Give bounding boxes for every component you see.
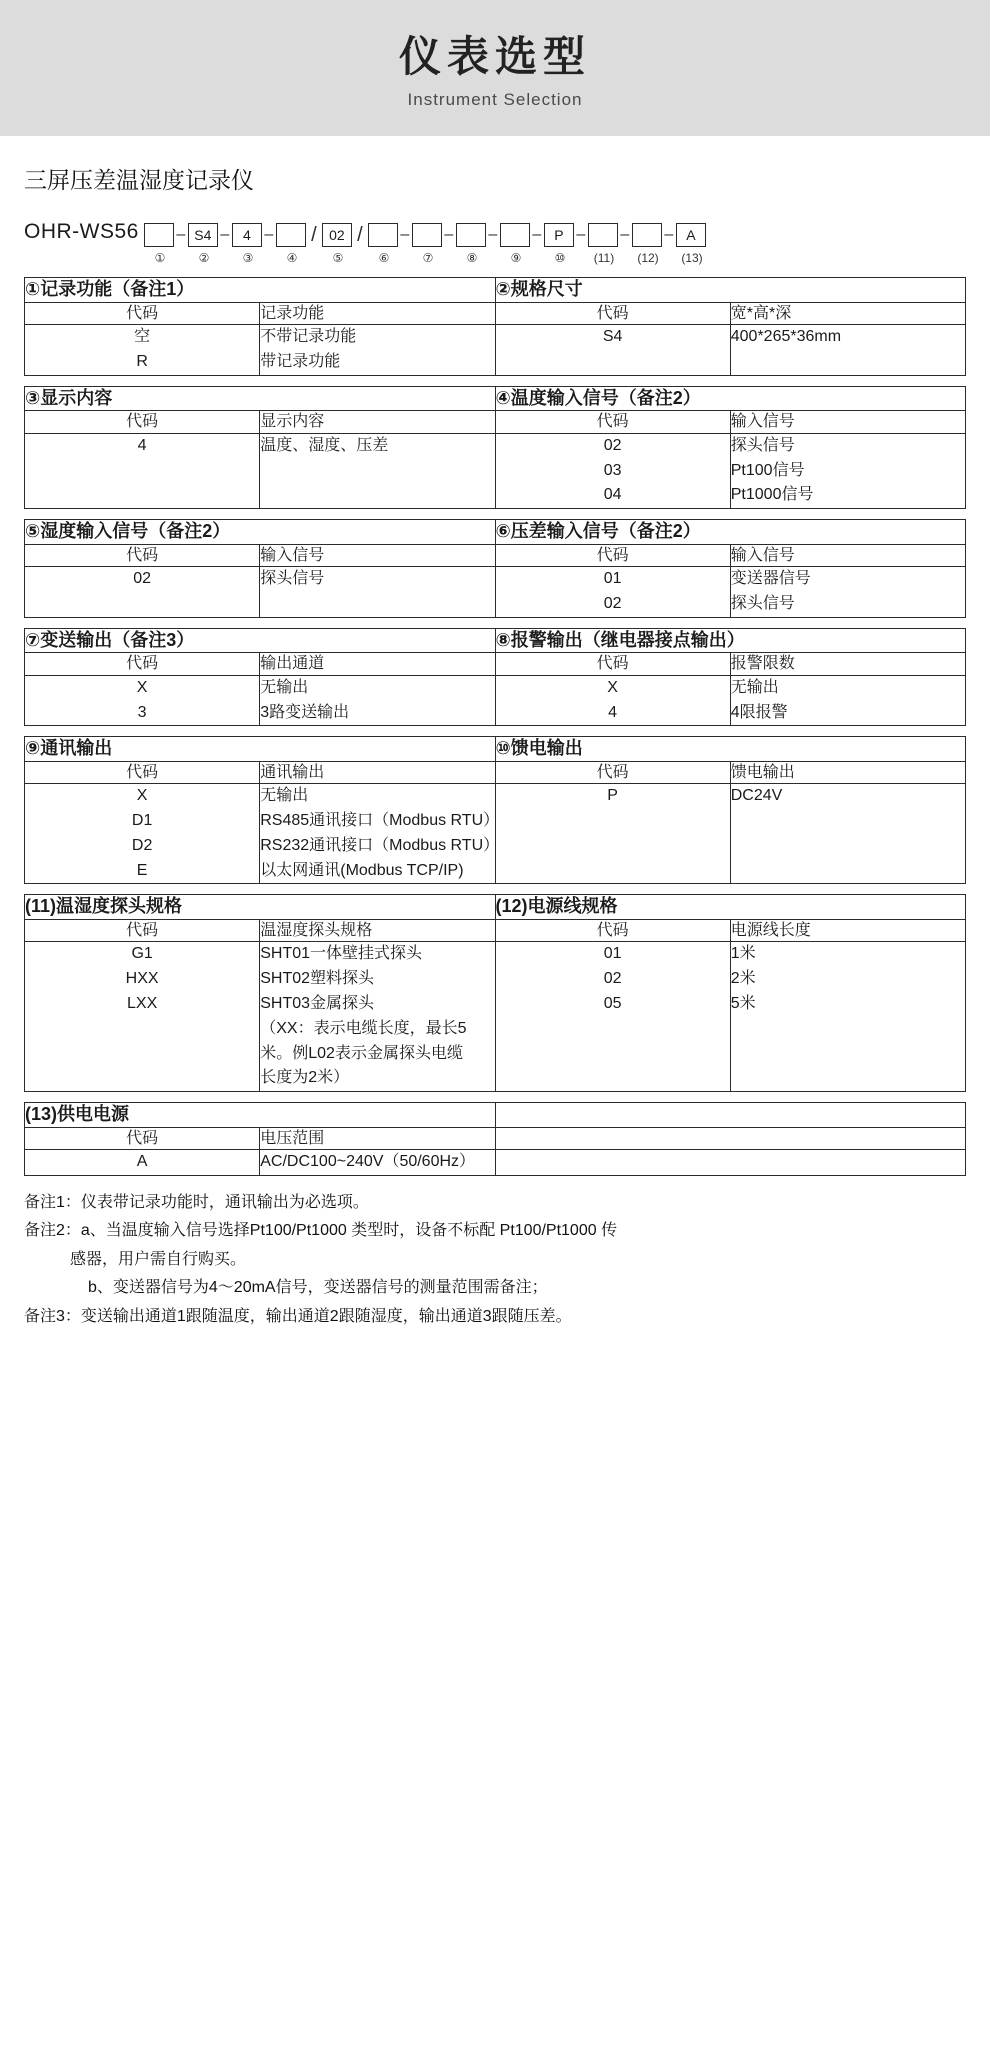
spec-block-6 (24, 894, 966, 1092)
descs-5 (260, 567, 495, 618)
code-cell: 4 (608, 703, 618, 721)
table-row (25, 675, 966, 726)
section-title-12: (12)电源线规格 (495, 895, 966, 919)
codes-3 (25, 433, 260, 508)
index-1: ① (154, 251, 166, 266)
code-slot-11[interactable] (588, 223, 618, 247)
code-cell: X (607, 678, 618, 696)
column-header-row (25, 919, 966, 942)
index-7: ⑦ (422, 251, 434, 266)
code-slot-13[interactable]: A (676, 223, 706, 247)
desc-cell: Pt1000信号 (730, 486, 814, 504)
col-code-13: 代码 (25, 1127, 260, 1150)
table-row (25, 433, 966, 508)
code-slot-2[interactable]: S4 (188, 223, 218, 247)
code-slot-1[interactable] (144, 223, 174, 247)
desc-cell: 无输出 (260, 678, 309, 696)
code-cell: D1 (131, 812, 153, 830)
col-desc-3: 显示内容 (260, 411, 495, 434)
descs-11 (260, 942, 495, 1092)
content (0, 162, 990, 1330)
table-row (25, 567, 966, 618)
spec-block-4 (24, 628, 966, 727)
dash-10: – (664, 226, 674, 244)
col-desc-5: 输入信号 (260, 544, 495, 567)
col-code-11: 代码 (25, 919, 260, 942)
desc-cell: Pt100信号 (730, 461, 805, 479)
column-header-row (25, 653, 966, 676)
code-cell: 01 (603, 945, 622, 963)
code-cell: 02 (603, 970, 622, 988)
code-cell: D2 (131, 836, 153, 854)
note-2b: b、变送器信号为4～20mA信号，变送器信号的测量范围需备注； (88, 1279, 548, 1297)
code-slot-4[interactable] (276, 223, 306, 247)
codes-1 (25, 325, 260, 376)
section-header-row (25, 737, 966, 761)
desc-cell: 米。例L02表示金属探头电缆 (260, 1044, 463, 1062)
section-header-row (25, 628, 966, 652)
col-code-12: 代码 (495, 919, 730, 942)
desc-cell: 2米 (730, 970, 756, 988)
code-cell: R (136, 352, 148, 370)
col-code-1: 代码 (25, 302, 260, 325)
descs-12 (730, 942, 965, 1092)
section-title-9: ⑨通讯输出 (25, 737, 496, 761)
section-title-1: ①记录功能（备注1） (25, 278, 496, 302)
desc-cell: 探头信号 (730, 436, 795, 454)
col-code-4: 代码 (495, 411, 730, 434)
table-row (25, 1150, 966, 1176)
desc-cell: 不带记录功能 (260, 328, 357, 346)
section-header-row (25, 278, 966, 302)
index-13: (13) (681, 251, 703, 266)
col-code-3: 代码 (25, 411, 260, 434)
desc-cell: 长度为2米） (260, 1069, 350, 1087)
desc-cell: 1米 (730, 945, 756, 963)
note-1: 备注1：仪表带记录功能时，通讯输出为必选项。 (24, 1194, 369, 1212)
notes (24, 1190, 966, 1330)
section-title-3: ③显示内容 (25, 386, 496, 410)
note-2a-cont: 感器，用户需自行购买。 (70, 1250, 247, 1268)
code-cell: S4 (602, 328, 623, 346)
col-desc-1: 记录功能 (260, 302, 495, 325)
descs-1 (260, 325, 495, 376)
page-title: 仪表选型 (398, 33, 591, 80)
code-cell: HXX (125, 970, 159, 988)
table-row (25, 942, 966, 1092)
index-10: ⑩ (554, 251, 566, 266)
note-3: 备注3：变送输出通道1跟随温度，输出通道2跟随湿度，输出通道3跟随压差。 (24, 1307, 572, 1325)
code-cell: 01 (603, 570, 622, 588)
column-header-row (25, 411, 966, 434)
desc-cell: 无输出 (260, 787, 309, 805)
dash-2: – (220, 226, 230, 244)
section-title-8: ⑧报警输出（继电器接点输出） (495, 628, 966, 652)
index-6: ⑥ (378, 251, 390, 266)
col-desc-10: 馈电输出 (730, 761, 965, 784)
model-prefix: OHR-WS56 (24, 220, 139, 244)
page-subtitle: Instrument Selection (407, 90, 583, 110)
section-title-2: ②规格尺寸 (495, 278, 966, 302)
slash-separator-2: / (357, 224, 363, 247)
desc-cell: 3路变送输出 (260, 703, 350, 721)
code-slot-9[interactable] (500, 223, 530, 247)
desc-cell: 变送器信号 (730, 570, 811, 588)
code-slot-8[interactable] (456, 223, 486, 247)
desc-cell: 400*265*36mm (730, 328, 842, 346)
col-desc-2: 宽*高*深 (730, 302, 965, 325)
section-title-5: ⑤湿度输入信号（备注2） (25, 520, 496, 544)
col-code-6: 代码 (495, 544, 730, 567)
spec-block-2 (24, 386, 966, 509)
empty-cell (495, 1150, 966, 1176)
page-header (0, 0, 990, 136)
col-desc-8: 报警限数 (730, 653, 965, 676)
code-slot-3[interactable]: 4 (232, 223, 262, 247)
col-desc-12: 电源线长度 (730, 919, 965, 942)
code-cell: X (136, 787, 148, 805)
dash-3: – (264, 226, 274, 244)
code-cell: 02 (603, 594, 622, 612)
descs-9 (260, 784, 500, 884)
code-cell: P (607, 787, 618, 805)
codes-4 (495, 433, 730, 508)
code-cell: 3 (137, 703, 147, 721)
codes-5 (25, 567, 260, 618)
dash-1: – (176, 226, 186, 244)
spec-block-7 (24, 1102, 966, 1176)
empty-cell (495, 1127, 966, 1150)
code-cell: 02 (133, 570, 152, 588)
section-title-4: ④温度输入信号（备注2） (495, 386, 966, 410)
spec-block-1 (24, 277, 966, 376)
desc-cell: （XX：表示电缆长度，最长5 (260, 1019, 467, 1037)
descs-10 (730, 784, 965, 884)
code-cell: G1 (131, 945, 153, 963)
dash-4: – (400, 226, 410, 244)
code-cell: E (136, 861, 148, 879)
table-row (25, 325, 966, 376)
code-slot-6[interactable] (368, 223, 398, 247)
index-4: ④ (286, 251, 298, 266)
desc-cell: 探头信号 (730, 594, 795, 612)
descs-3 (260, 433, 495, 508)
section-title-13: (13)供电电源 (25, 1103, 496, 1127)
dash-6: – (488, 226, 498, 244)
descs-6 (730, 567, 965, 618)
col-desc-13: 电压范围 (260, 1127, 495, 1150)
col-desc-9: 通讯输出 (260, 761, 495, 784)
index-3: ③ (242, 251, 254, 266)
code-cell: A (136, 1153, 148, 1171)
codes-8 (495, 675, 730, 726)
desc-cell: 以太网通讯(Modbus TCP/IP) (260, 861, 464, 879)
descs-7 (260, 675, 495, 726)
code-cell: 02 (603, 436, 622, 454)
desc-cell: 温度、湿度、压差 (260, 436, 389, 454)
section-title-10: ⑩馈电输出 (495, 737, 966, 761)
descs-8 (730, 675, 965, 726)
codes-2 (495, 325, 730, 376)
section-title-6: ⑥压差输入信号（备注2） (495, 520, 966, 544)
descs-2 (730, 325, 965, 376)
column-header-row (25, 761, 966, 784)
desc-cell: 5米 (730, 995, 756, 1013)
codes-7 (25, 675, 260, 726)
desc-cell: SHT03金属探头 (260, 995, 375, 1013)
desc-cell: RS232通讯接口（Modbus RTU） (260, 836, 500, 854)
desc-cell: 探头信号 (260, 570, 325, 588)
model-code-line (24, 213, 966, 247)
col-code-10: 代码 (495, 761, 730, 784)
index-2: ② (198, 251, 210, 266)
code-slot-7[interactable] (412, 223, 442, 247)
desc-cell: 带记录功能 (260, 352, 341, 370)
descs-4 (730, 433, 965, 508)
model-code-indices (24, 251, 966, 267)
codes-11 (25, 942, 260, 1092)
code-slot-12[interactable] (632, 223, 662, 247)
dash-8: – (576, 226, 586, 244)
table-row (25, 784, 966, 884)
code-cell: 03 (603, 461, 622, 479)
section-header-row (25, 895, 966, 919)
column-header-row (25, 544, 966, 567)
column-header-row (25, 302, 966, 325)
col-code-9: 代码 (25, 761, 260, 784)
col-desc-6: 输入信号 (730, 544, 965, 567)
codes-12 (495, 942, 730, 1092)
desc-cell: 4限报警 (730, 703, 788, 721)
section-header-row (25, 1103, 966, 1127)
model-title: 三屏压差温湿度记录仪 (24, 167, 254, 194)
slash-separator: / (311, 224, 317, 247)
section-header-row (25, 386, 966, 410)
col-code-8: 代码 (495, 653, 730, 676)
code-slot-5[interactable]: 02 (322, 223, 352, 247)
desc-cell: 无输出 (730, 678, 779, 696)
dash-5: – (444, 226, 454, 244)
codes-6 (495, 567, 730, 618)
code-cell: 04 (603, 486, 622, 504)
code-slot-10[interactable]: P (544, 223, 574, 247)
code-cell: X (136, 678, 148, 696)
note-2a: 备注2：a、当温度输入信号选择Pt100/Pt1000 类型时，设备不标配 Pt100/Pt1000 传 (24, 1222, 618, 1240)
desc-cell: RS485通讯接口（Modbus RTU） (260, 812, 500, 830)
descs-13 (260, 1150, 495, 1176)
spec-block-3 (24, 519, 966, 618)
index-5: ⑤ (332, 251, 344, 266)
desc-cell: AC/DC100~240V（50/60Hz） (260, 1153, 476, 1171)
empty-cell (495, 1103, 966, 1127)
desc-cell: DC24V (730, 787, 783, 805)
column-header-row (25, 1127, 966, 1150)
code-cell: 空 (134, 328, 151, 346)
desc-cell: SHT01一体壁挂式探头 (260, 945, 423, 963)
index-9: ⑨ (510, 251, 522, 266)
section-title-11: (11)温湿度探头规格 (25, 895, 496, 919)
codes-13 (25, 1150, 260, 1176)
code-cell: LXX (127, 995, 158, 1013)
dash-7: – (532, 226, 542, 244)
spec-block-5 (24, 736, 966, 884)
desc-cell: SHT02塑料探头 (260, 970, 375, 988)
index-11: (11) (593, 251, 615, 266)
col-desc-7: 输出通道 (260, 653, 495, 676)
col-code-7: 代码 (25, 653, 260, 676)
dash-9: – (620, 226, 630, 244)
codes-10 (495, 784, 730, 884)
col-desc-4: 输入信号 (730, 411, 965, 434)
col-code-2: 代码 (495, 302, 730, 325)
index-12: (12) (637, 251, 659, 266)
index-8: ⑧ (466, 251, 478, 266)
col-desc-11: 温湿度探头规格 (260, 919, 495, 942)
col-code-5: 代码 (25, 544, 260, 567)
section-title-7: ⑦变送输出（备注3） (25, 628, 496, 652)
code-cell: 4 (137, 436, 147, 454)
code-cell: 05 (603, 995, 622, 1013)
codes-9 (25, 784, 260, 884)
section-header-row (25, 520, 966, 544)
